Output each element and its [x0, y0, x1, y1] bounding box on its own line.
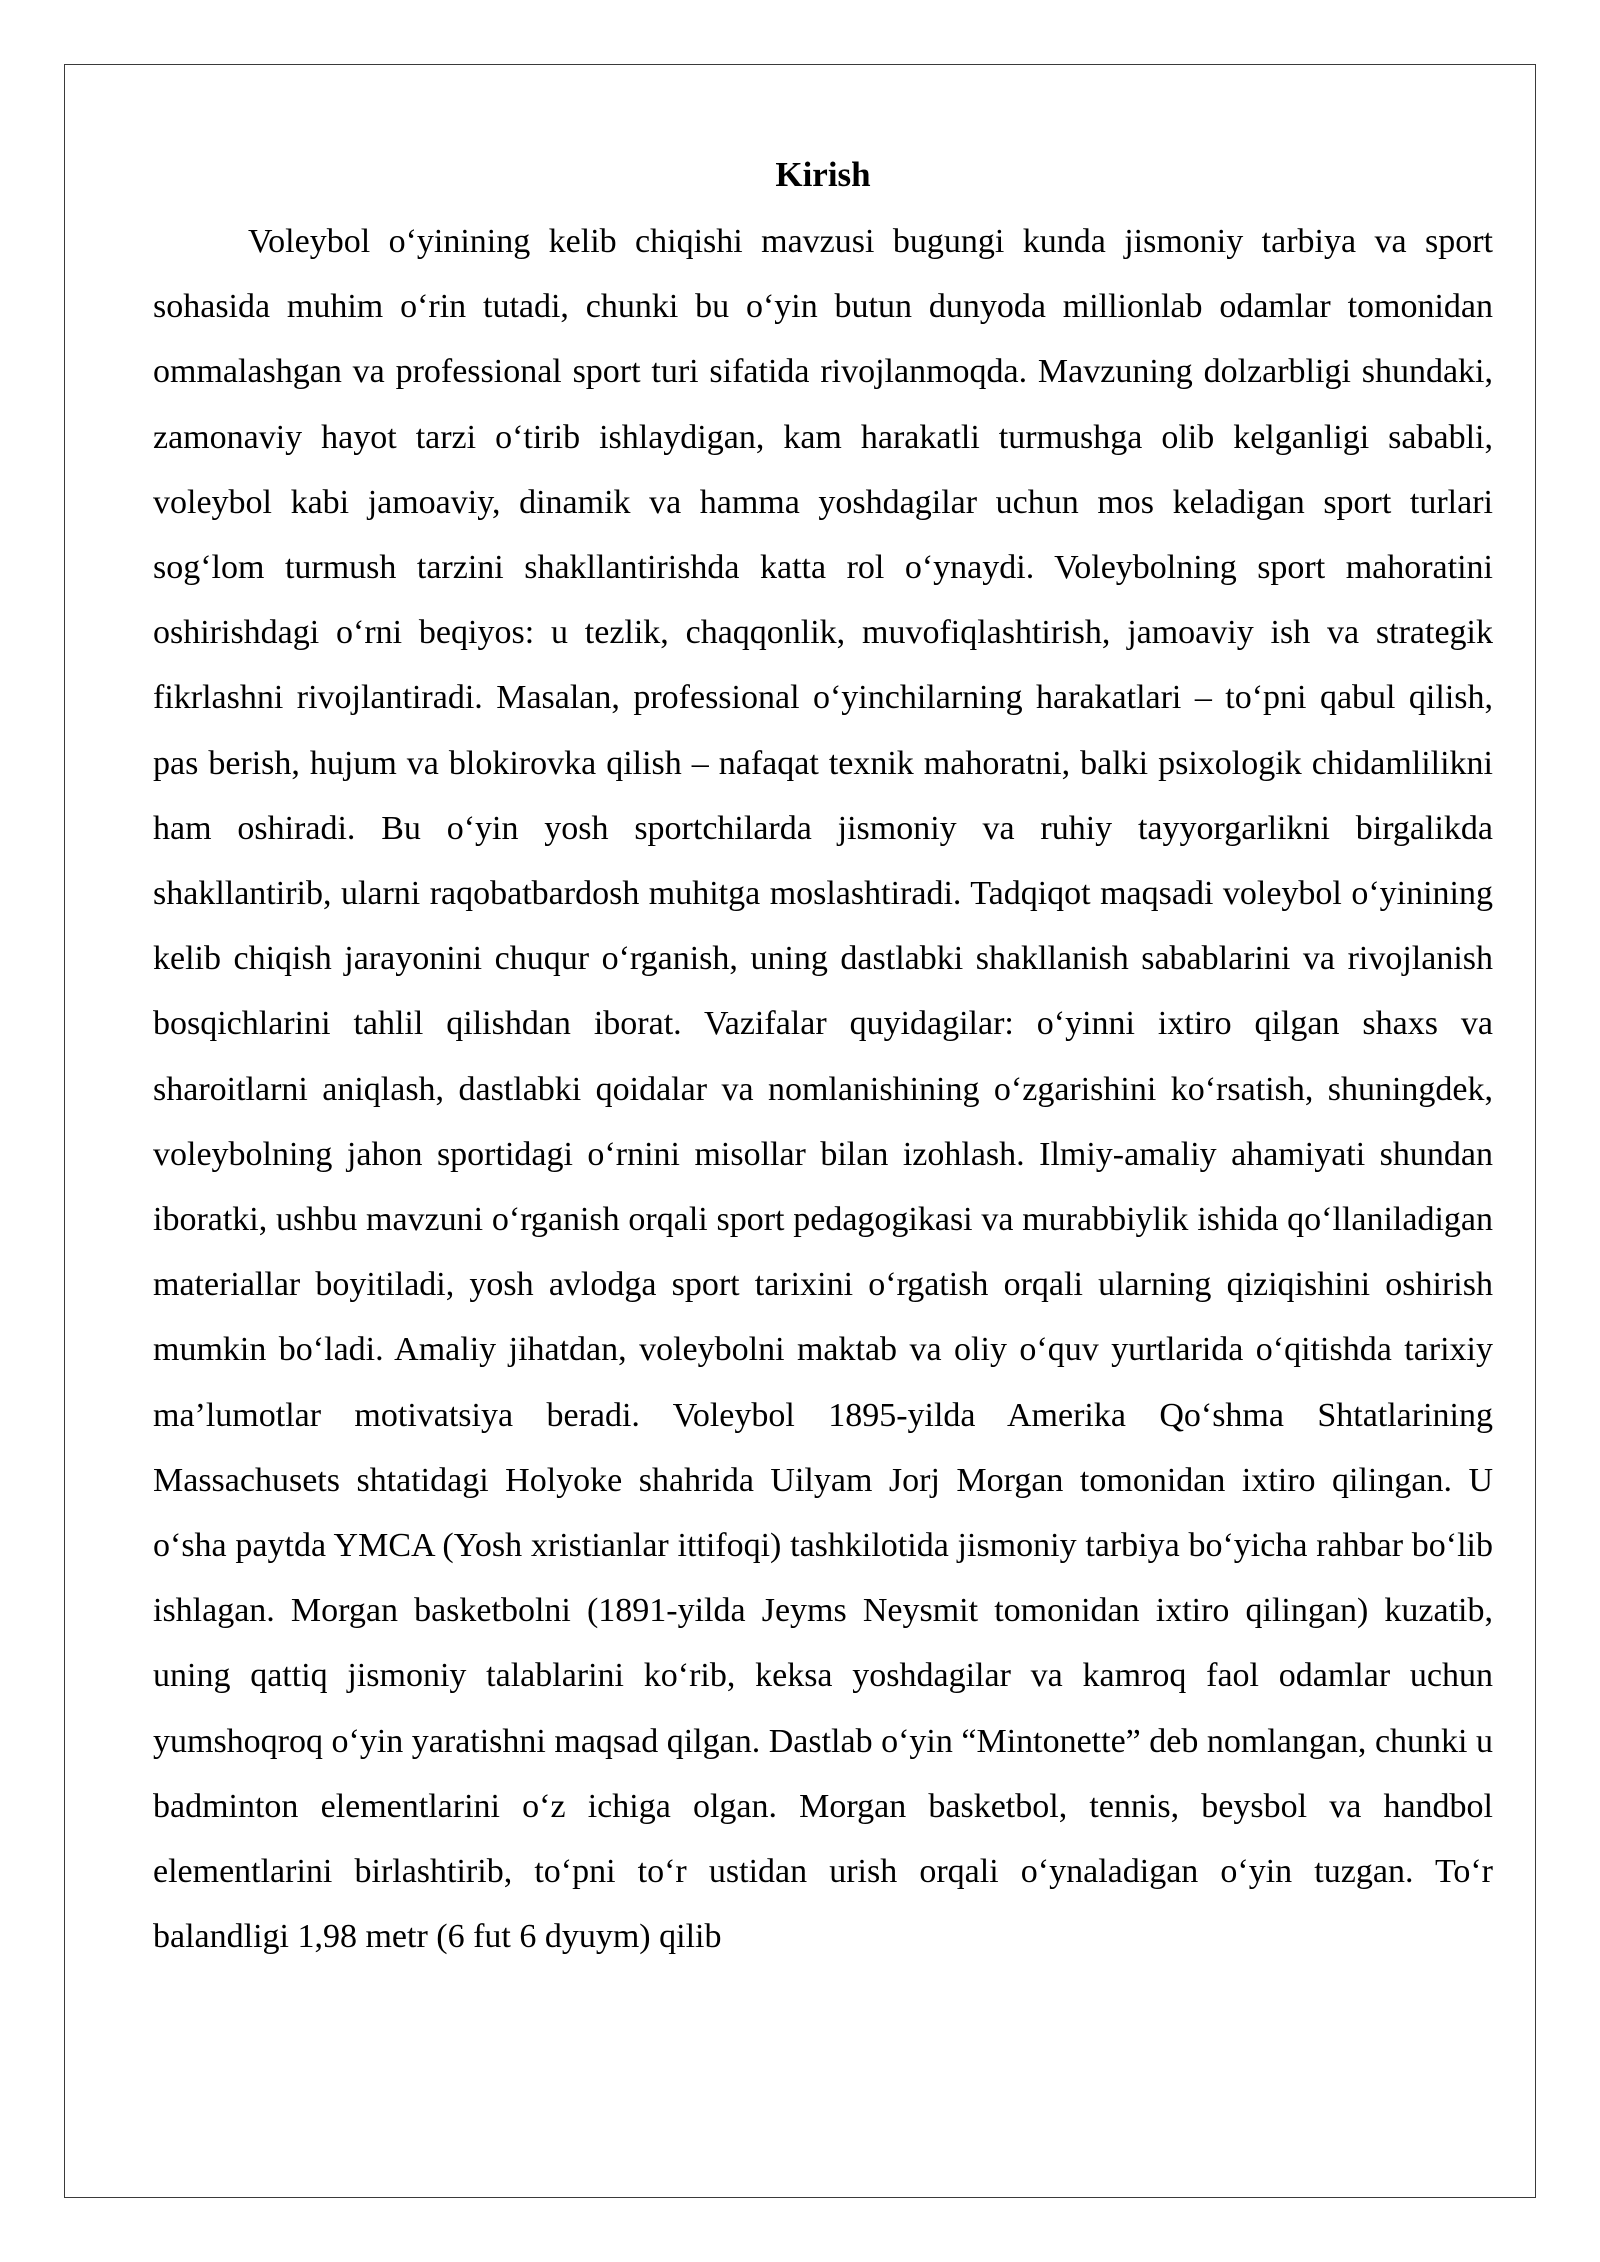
body-paragraph: Voleybol o‘yinining kelib chiqishi mavzusi bugungi kunda jismoniy tarbiya va sport sohasida muhim o‘rin tutadi, chunki bu o‘yin butun dunyoda millionlab odamlar tomonidan ommalashgan va professional sport turi sifatida rivojlanmoqda. Mavzuning dolzarbligi shundaki, zamonaviy hayot tarzi o‘tirib ishlaydigan, kam harakatli turmushga olib kelganligi sababli, voleybol kabi jamoaviy, dinamik va hamma yoshdagilar uchun mos keladigan sport turlari sog‘lom turmush tarzini shakllantirishda katta rol o‘ynaydi. Voleybolning sport mahoratini oshirishdagi o‘rni beqiyos: u tezlik, chaqqonlik, muvofiqlashtirish, jamoaviy ish va strategik fikrlashni rivojlantiradi. Masalan, professional o‘yinchilarning harakatlari – to‘pni qabul qilish, pas berish, hujum va blokirovka qilish – nafaqat texnik mahoratni, balki psixologik chidamlilikni ham oshiradi. Bu o‘yin yosh sportchilarda jismoniy va ruhiy tayyorgarlikni birgalikda shakllantirib, ularni raqobatbardosh muhitga moslashtiradi. Tadqiqot maqsadi voleybol o‘yinining kelib chiqish jarayonini chuqur o‘rganish, uning dastlabki shakllanish sabablarini va rivojlanish bosqichlarini tahlil qilishdan iborat. Vazifalar quyidagilar: o‘yinni ixtiro qilgan shaxs va sharoitlarni aniqlash, dastlabki qoidalar va nomlanishining o‘zgarishini ko‘rsatish, shuningdek, voleybolning jahon sportidagi o‘rnini misollar bilan izohlash. Ilmiy-amaliy ahamiyati shundan iboratki, ushbu mavzuni o‘rganish orqali sport pedagogikasi va murabbiylik ishida qo‘llaniladigan materiallar boyitiladi, yosh avlodga sport tarixini o‘rgatish orqali ularning qiziqishini oshirish mumkin bo‘ladi. Amaliy jihatdan, voleybolni maktab va oliy o‘quv yurtlarida o‘qitishda tarixiy ma’lumotlar motivatsiya beradi. Voleybol 1895-yilda Amerika Qo‘shma Shtatlarining Massachusets shtatidagi Holyoke shahrida Uilyam Jorj Morgan tomonidan ixtiro qilingan. U o‘sha paytda YMCA (Yosh xristianlar ittifoqi) tashkilotida jismoniy tarbiya bo‘yicha rahbar bo‘lib ishlagan. Morgan basketbolni (1891-yilda Jeyms Neysmit tomonidan ixtiro qilingan) kuzatib, uning qattiq jismoniy talablarini ko‘rib, keksa yoshdagilar va kamroq faol odamlar uchun yumshoqroq o‘yin yaratishni maqsad qilgan. Dastlab o‘yin “Mintonette” deb nomlangan, chunki u badminton elementlarini o‘z ichiga olgan. Morgan basketbol, tennis, beysbol va handbol elementlarini birlashtirib, to‘pni to‘r ustidan urish orqali o‘ynaladigan o‘yin tuzgan. To‘r balandligi 1,98 metr (6 fut 6 dyuym) qilib	[153, 223, 1493, 1956]
document-title: Kirish	[775, 155, 871, 194]
document-body	[153, 147, 1493, 1969]
